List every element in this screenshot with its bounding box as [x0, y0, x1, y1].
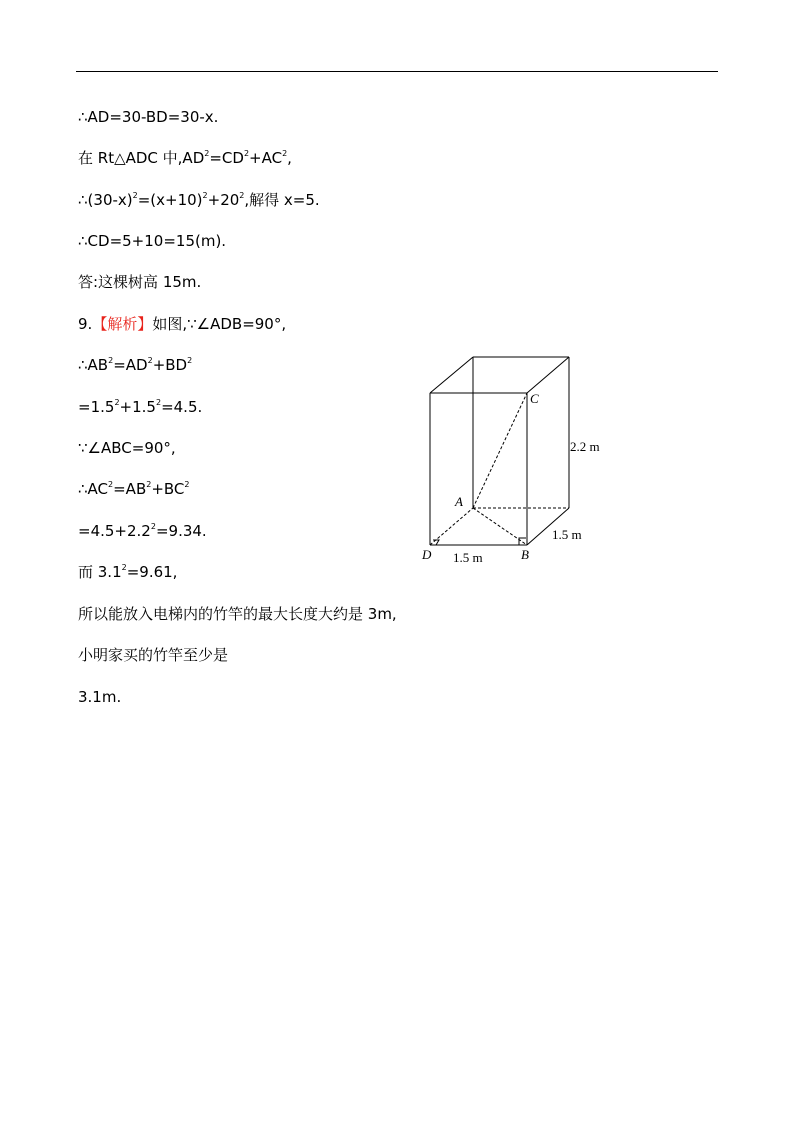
text-line-11: $=4.5+2.2^2=9.34$.: [78, 522, 207, 540]
analysis-tag: 【解析】: [92, 315, 153, 333]
text-line-13: 所以能放入电梯内的竹竿的最大长度大约是 3m,: [78, 605, 397, 623]
dim-height: 2.2 m: [570, 439, 600, 454]
right-angle-d: [433, 540, 439, 545]
text-line-4: ∴CD=5+10=15(m).: [78, 232, 227, 250]
header-rule: [76, 71, 718, 72]
text-line-7: $\therefore AB^2=AD^2+BD^2$: [78, 356, 193, 374]
text-line-15: 3.1m.: [78, 688, 122, 706]
label-a: A: [455, 494, 463, 509]
text-line-14: 小明家买的竹竿至少是: [78, 646, 229, 664]
edge: [430, 357, 473, 393]
right-angle-b: [519, 538, 526, 545]
label-b: B: [521, 547, 529, 562]
text-line-10: $\therefore AC^2=AB^2+BC^2$: [78, 480, 190, 498]
dim-depth: 1.5 m: [552, 527, 582, 542]
text-line-9: ∵∠ABC=90°,: [78, 439, 176, 457]
box-diagram: [410, 345, 620, 575]
text-line-12: 而 $3.1^2=9.61$,: [78, 563, 178, 581]
label-d: D: [422, 547, 432, 562]
text-line-2: 在 Rt△ADC 中$,AD^2=CD^2+AC^2$,: [78, 149, 292, 167]
text-line-8: $=1.5^2+1.5^2=4.5$.: [78, 398, 203, 416]
edge: [527, 357, 569, 393]
text-line-5: 答:这棵树高 15m.: [78, 273, 202, 291]
dim-width: 1.5 m: [453, 550, 483, 565]
hidden-edge: [430, 508, 473, 545]
label-c: C: [530, 391, 539, 406]
text-line-6: 9.【解析】如图,∵∠ADB=90°,: [78, 315, 287, 333]
diagonal-ac: [473, 393, 527, 508]
text-line-1: ∴AD=30-BD=30-x.: [78, 108, 219, 126]
elevator-box-figure: [410, 345, 620, 575]
text-line-3: $\therefore(30-x)^2=(x+10)^2+20^2$,解得 x=5.: [78, 191, 320, 209]
